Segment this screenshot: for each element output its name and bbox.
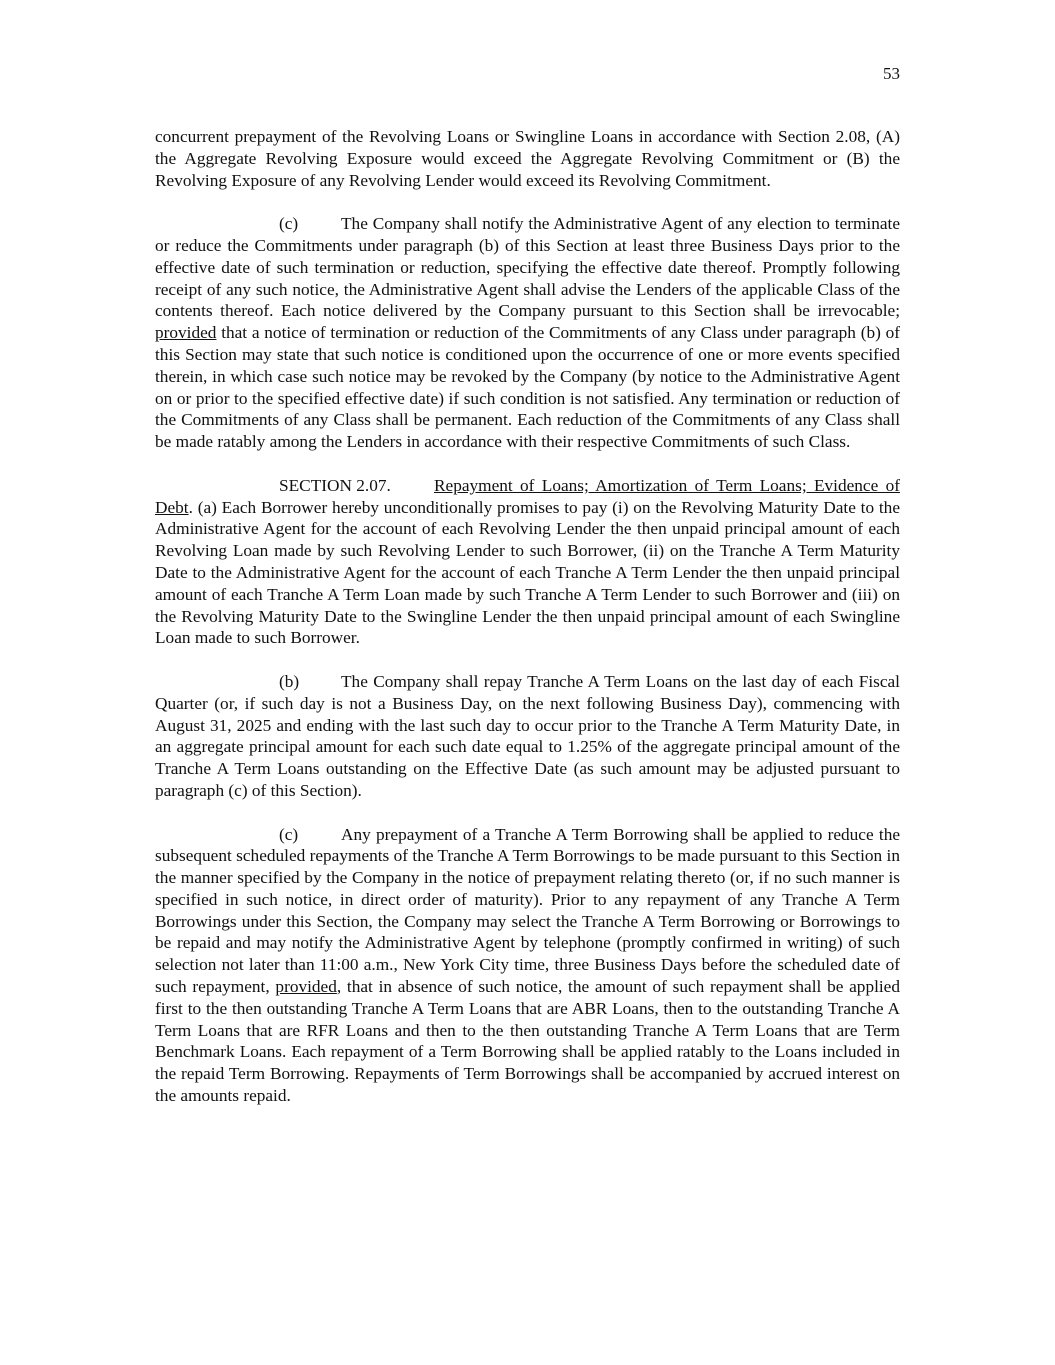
paragraph-text: (a) Each Borrower hereby unconditionally promises to pay (i) on the Revolving Maturity Date to the Administrative Agent for the account of each Revolving Lender the then unpaid principal amount of each Revolving Loan made by such Revolving Lender to such Borrower, (ii) on the Tranche A Term Maturity Date to the Administrative Agent for the account of each Tranche A Term Lender the then unpaid principal amount of each Tranche A Term Loan made by such Tranche A Term Lender to such Borrower and (iii) on the Revolving Maturity Date to the Swingline Lender the then unpaid principal amount of each Swingline Loan made to such Borrower. bbox=[155, 497, 900, 648]
provided-term: provided bbox=[155, 323, 217, 343]
section-label: SECTION 2.07. bbox=[279, 475, 391, 495]
paragraph-text: that a notice of termination or reduction of the Commitments of any Class under paragraph (b) of this Section may state that such notice is conditioned upon the occurrence of one or more events specified therein, in which case such notice may be revoked by the Company (by notice to the Administrative Agent on or prior to the specified effective date) if such condition is not satisfied. Any termination or reduction of the Commitments of any Class shall be permanent. Each reduction of the Commitments of any Class shall be made ratably among the Lenders in accordance with their respective Commitments of such Class. bbox=[155, 323, 900, 452]
page-number: 53 bbox=[883, 64, 900, 83]
paragraph-label: (c) bbox=[279, 824, 299, 844]
paragraph-amortization bbox=[155, 671, 900, 802]
paragraph-notice-of-termination bbox=[155, 213, 900, 453]
paragraph-prepayment-application bbox=[155, 824, 900, 1107]
paragraph-label: (b) bbox=[279, 671, 300, 691]
section-heading-period: . bbox=[188, 497, 193, 517]
paragraph-text: , that in absence of such notice, the amount of such repayment shall be applied first to the then outstanding Tranche A Term Loans that are ABR Loans, then to the outstanding Tranche A Term Loans that are RFR Loans and then to the then outstanding Tranche A Term Loans that are Term Benchmark Loans. Each repayment of a Term Borrowing shall be applied ratably to the Loans included in the repaid Term Borrowing. Repayments of Term Borrowings shall be accompanied by accrued interest on the amounts repaid. bbox=[155, 977, 900, 1106]
paragraph-text: The Company shall repay Tranche A Term Loans on the last day of each Fiscal Quarter (or, if such day is not a Business Day, on the next following Business Day), commencing with August 31, 2025 and ending with the last such day to occur prior to the Tranche A Term Maturity Date, in an aggregate principal amount for each such date equal to 1.25% of the aggregate principal amount of the Tranche A Term Loans outstanding on the Effective Date (as such amount may be adjusted pursuant to paragraph (c) of this Section). bbox=[155, 671, 900, 800]
provided-term: provided bbox=[275, 977, 337, 997]
paragraph-text: concurrent prepayment of the Revolving Loans or Swingline Loans in accordance with Section 2.08, (A) the Aggregate Revolving Exposure would exceed the Aggregate Revolving Commitment or (B) the Revolving Exposure of any Revolving Lender would exceed its Revolving Commitment. bbox=[155, 127, 900, 190]
document-body bbox=[155, 126, 900, 1129]
paragraph-text: The Company shall notify the Administrative Agent of any election to terminate or reduce the Commitments under paragraph (b) of this Section at least three Business Days prior to the effective date of such termination or reduction, specifying the effective date thereof. Promptly following receipt of any such notice, the Administrative Agent shall advise the Lenders of the applicable Class of the contents thereof. Each notice delivered by the Company pursuant to this Section shall be irrevocable; bbox=[155, 214, 900, 321]
section-2-07 bbox=[155, 475, 900, 649]
paragraph-label: (c) bbox=[279, 214, 299, 234]
section-heading: Repayment of Loans; Amortization of Term Loans; Evidence of Debt bbox=[155, 475, 900, 517]
paragraph-continuation bbox=[155, 126, 900, 191]
paragraph-text: Any prepayment of a Tranche A Term Borrowing shall be applied to reduce the subsequent scheduled repayments of the Tranche A Term Borrowings to be made pursuant to this Section in the manner specified by the Company in the notice of prepayment relating thereto (or, if no such manner is specified in such notice, in direct order of maturity). Prior to any repayment of any Tranche A Term Borrowings under this Section, the Company may select the Tranche A Term Borrowing or Borrowings to be repaid and may notify the Administrative Agent by telephone (promptly confirmed in writing) of such selection not later than 11:00 a.m., New York City time, three Business Days before the scheduled date of such repayment, bbox=[155, 824, 900, 997]
